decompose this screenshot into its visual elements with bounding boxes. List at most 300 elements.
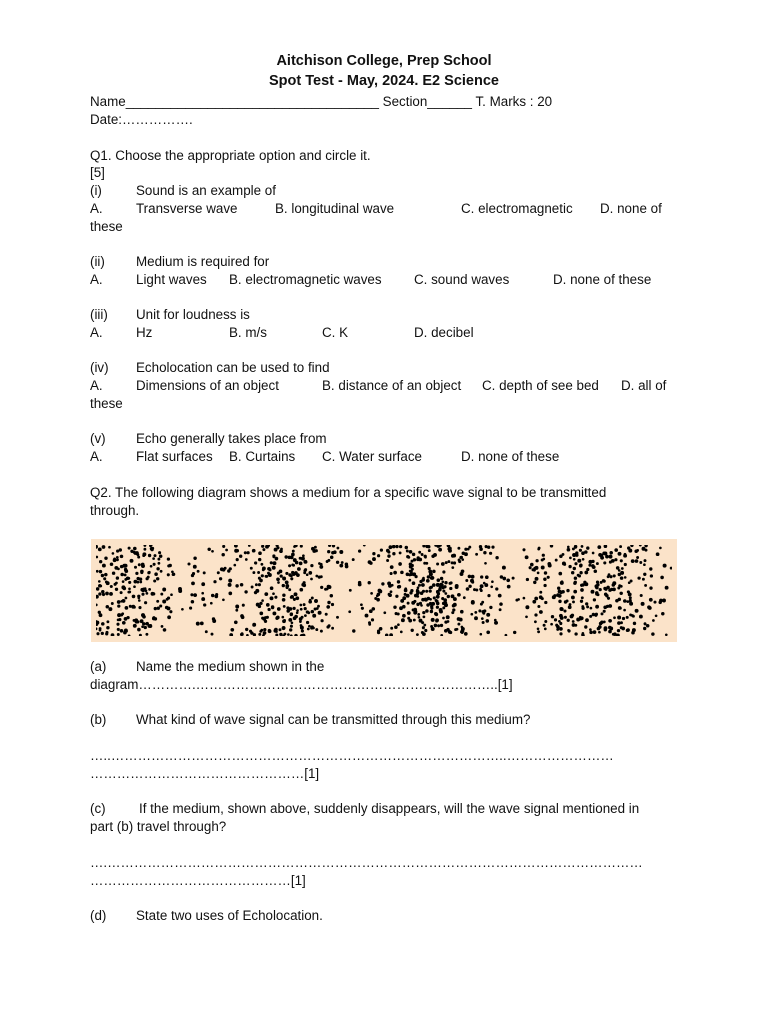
particle-dot (255, 589, 259, 593)
q1-iii-opt-a: Hz (136, 325, 153, 340)
particle-dot (310, 578, 313, 581)
particle-dot (248, 545, 251, 547)
particle-dot (291, 571, 294, 574)
particle-dot (138, 563, 141, 566)
particle-dot (465, 579, 468, 582)
particle-dot (647, 605, 651, 609)
particle-dot (254, 561, 257, 564)
particle-dot (559, 632, 562, 635)
q1-v-opt-a: Flat surfaces (136, 449, 213, 464)
particle-dot (217, 571, 220, 574)
particle-dot (401, 618, 405, 622)
particle-dot (303, 603, 306, 606)
particle-dot (639, 615, 643, 619)
particle-dot (474, 611, 477, 614)
particle-dot (525, 555, 529, 559)
particle-dot (628, 549, 632, 553)
particle-dot (603, 621, 606, 624)
particle-dot (145, 622, 149, 626)
particle-dot (445, 561, 448, 564)
particle-dot (626, 616, 629, 619)
particle-dot (489, 606, 492, 609)
particle-dot (421, 631, 424, 634)
particle-dot (412, 553, 415, 556)
particle-dot (358, 550, 361, 553)
particle-dot (424, 556, 427, 559)
particle-dot (490, 585, 493, 588)
particle-dot (138, 599, 141, 602)
particle-dot (585, 602, 588, 605)
q1-iii-num: (iii) (90, 307, 108, 322)
particle-dot (295, 596, 299, 600)
particle-dot (593, 598, 596, 601)
particle-dot (452, 554, 456, 558)
q2-d-num: (d) (90, 908, 107, 923)
particle-dot (321, 619, 324, 622)
particle-dot (537, 572, 540, 575)
particle-dot (99, 585, 102, 588)
q1-ii-opt-a-letter: A. (90, 272, 103, 287)
particle-dot (308, 625, 311, 628)
particle-dot (96, 587, 99, 591)
q1-i-opt-a-letter: A. (90, 201, 103, 216)
particle-dot (464, 552, 468, 556)
particle-dot (257, 571, 260, 574)
particle-dot (128, 587, 131, 590)
particle-dot (393, 571, 397, 575)
particle-dot (609, 555, 613, 559)
particle-dot (345, 565, 349, 569)
particle-dot (624, 563, 627, 566)
particle-dot (431, 627, 435, 631)
particle-dot (590, 607, 593, 610)
particle-dot (289, 628, 292, 631)
particle-dot (594, 569, 598, 573)
particle-dot (413, 608, 417, 612)
particle-dot (633, 622, 636, 625)
particle-dot (559, 555, 563, 559)
particle-dot (506, 578, 510, 582)
particle-dot (371, 618, 374, 621)
particle-dot (211, 594, 214, 597)
particle-dot (425, 609, 429, 613)
particle-dot (310, 564, 313, 567)
particle-dot (240, 583, 244, 587)
particle-dot (449, 587, 452, 590)
particle-dot (132, 595, 136, 599)
particle-dot (411, 629, 414, 632)
particle-dot (101, 574, 104, 577)
particle-dot (574, 546, 577, 549)
particle-dot (461, 626, 464, 629)
particle-dot (325, 613, 328, 616)
particle-dot (288, 588, 291, 591)
particle-dot (284, 555, 287, 558)
particle-dot (468, 585, 471, 588)
particle-dot (159, 554, 162, 557)
particle-dot (203, 603, 206, 606)
particle-dot (304, 614, 307, 617)
particle-dot (430, 610, 433, 613)
particle-dot (276, 616, 280, 620)
q1-iv-stem: Echolocation can be used to find (136, 360, 330, 375)
particle-dot (402, 596, 406, 600)
particle-dot (447, 560, 450, 563)
particle-dot (281, 616, 284, 619)
particle-dot (306, 610, 309, 613)
particle-dot (480, 584, 484, 588)
particle-dot (581, 596, 584, 599)
particle-dot (191, 600, 195, 604)
particle-dot (670, 567, 672, 570)
particle-dot (423, 624, 426, 627)
particle-dot (145, 633, 148, 636)
particle-dot (480, 603, 483, 606)
particle-dot (450, 581, 453, 584)
particle-dot (294, 634, 298, 636)
particle-dot (665, 586, 669, 590)
particle-dot (267, 567, 271, 571)
particle-dot (592, 552, 595, 555)
particle-dot (99, 627, 102, 630)
particle-dot (421, 583, 425, 587)
particle-dot (299, 557, 302, 560)
particle-dot (486, 630, 490, 634)
particle-dot (623, 609, 626, 612)
particle-dot (300, 608, 303, 611)
particle-dot (543, 624, 546, 627)
particle-dot (154, 554, 157, 557)
particle-dot (98, 611, 101, 614)
particle-dot (299, 604, 302, 607)
particle-dot (405, 546, 408, 549)
particle-dot (580, 616, 584, 620)
particle-dot (282, 584, 285, 587)
particle-dot (441, 580, 444, 583)
particle-dot (433, 553, 437, 557)
particle-dot (424, 629, 427, 632)
particle-dot (537, 630, 540, 633)
particle-dot (153, 579, 156, 582)
particle-dot (584, 582, 588, 586)
particle-dot (225, 549, 228, 552)
particle-dot (580, 564, 583, 567)
particle-dot (612, 581, 616, 585)
particle-dot (426, 579, 430, 583)
particle-dot (288, 618, 292, 622)
particle-dot (352, 629, 355, 632)
particle-dot (429, 572, 433, 576)
particle-dot (534, 620, 537, 623)
particle-dot (96, 570, 99, 573)
particle-dot (475, 589, 478, 592)
particle-dot (120, 555, 124, 559)
particle-dot (613, 574, 616, 577)
particle-dot (141, 564, 145, 568)
particle-dot (137, 628, 141, 632)
particle-dot (181, 608, 184, 611)
particle-dot (241, 615, 245, 619)
particle-dot (558, 600, 561, 603)
particle-dot (567, 546, 570, 549)
particle-dot (296, 609, 299, 612)
particle-dot (108, 546, 111, 549)
particle-dot (522, 548, 525, 551)
particle-dot (416, 633, 419, 636)
particle-dot (502, 577, 506, 581)
particle-dot (495, 587, 498, 590)
particle-dot (290, 577, 293, 580)
particle-dot (264, 616, 267, 619)
particle-dot (604, 545, 608, 548)
particle-dot (649, 567, 652, 570)
particle-dot (282, 593, 285, 596)
q1-i-stem: Sound is an example of (136, 183, 276, 198)
particle-dot (385, 634, 389, 636)
particle-dot (388, 593, 391, 596)
particle-dot (639, 545, 642, 546)
particle-dot (120, 629, 124, 633)
particle-dot (101, 590, 104, 593)
particle-dot (595, 613, 598, 616)
particle-dot (580, 600, 583, 603)
particle-dot (258, 551, 262, 555)
particle-dot (377, 629, 380, 632)
particle-dot (122, 599, 126, 603)
particle-dot (146, 592, 149, 595)
particle-dot (124, 578, 127, 581)
particle-dot (138, 606, 141, 609)
particle-dot (397, 580, 400, 583)
particle-dot (203, 571, 206, 574)
q1-ii-opt-d: D. none of these (553, 272, 652, 287)
particle-dot (98, 580, 101, 583)
particle-dot (526, 578, 529, 581)
particle-dot (279, 633, 282, 636)
particle-dot (558, 572, 562, 576)
particle-dot (451, 566, 454, 569)
particle-dot (348, 610, 351, 613)
particle-dot (409, 570, 412, 573)
particle-dot (399, 551, 402, 554)
particle-dot (571, 614, 574, 617)
particle-dot (463, 596, 466, 599)
particle-dot (318, 611, 322, 615)
particle-dot (112, 571, 115, 574)
particle-dot (150, 565, 153, 568)
particle-dot (586, 605, 589, 608)
q1-iv-opt-a: Dimensions of an object (136, 378, 279, 393)
particle-dot (331, 603, 334, 606)
particle-dot (437, 578, 441, 582)
particle-dot (128, 635, 131, 636)
particle-dot (328, 545, 331, 547)
particle-dot (412, 581, 416, 585)
particle-dot (290, 612, 293, 615)
particle-dot (474, 616, 478, 620)
particle-dot (127, 591, 130, 594)
particle-dot (541, 566, 545, 570)
particle-dot (114, 583, 117, 586)
particle-dot (309, 599, 312, 602)
particle-dot (624, 576, 627, 579)
particle-dot (444, 601, 447, 604)
particle-dot (437, 624, 440, 627)
particle-dot (567, 619, 570, 622)
particle-dot (626, 600, 629, 603)
particle-dot (499, 602, 503, 606)
particle-dot (436, 562, 439, 565)
particle-dot (101, 622, 105, 626)
particle-dot (543, 584, 546, 587)
particle-dot (444, 592, 447, 595)
particle-dot (318, 575, 321, 578)
particle-dot (306, 621, 309, 624)
particle-dot (429, 589, 432, 592)
particle-dot (573, 581, 576, 584)
particle-dot (404, 587, 407, 590)
particle-dot (145, 589, 148, 592)
particle-dot (279, 628, 282, 631)
particle-dot (622, 617, 625, 620)
particle-dot (512, 577, 515, 580)
particle-dot (112, 552, 115, 555)
particle-dot (582, 558, 585, 561)
particle-dot (144, 626, 147, 629)
particle-dot (591, 564, 594, 567)
particle-dot (311, 610, 315, 614)
particle-dot (547, 576, 550, 579)
particle-dot (421, 578, 425, 582)
particle-dot (608, 619, 612, 623)
particle-dot (433, 596, 436, 599)
particle-dot (122, 564, 126, 568)
particle-dot (263, 628, 266, 631)
particle-dot (293, 545, 296, 548)
particle-dot (117, 613, 121, 617)
particle-dot (111, 633, 115, 636)
particle-dot (478, 609, 481, 612)
particle-dot (292, 607, 295, 610)
particle-dot (110, 563, 114, 567)
particle-dot (555, 624, 558, 627)
particle-dot (349, 589, 352, 592)
particle-dot (442, 586, 445, 589)
particle-dot (636, 556, 639, 559)
particle-dot (560, 581, 564, 585)
particle-dot (541, 558, 544, 561)
particle-dot (111, 602, 114, 605)
q1-iv-opt-d-wrap: these (90, 396, 123, 411)
particle-dot (274, 596, 277, 599)
particle-dot (283, 605, 286, 608)
particle-dot (525, 615, 528, 618)
particle-dot (617, 629, 620, 632)
particle-dot (264, 592, 268, 596)
particle-dot (156, 600, 159, 603)
particle-dot (275, 633, 278, 636)
particle-dot (471, 600, 475, 604)
particle-dot (598, 625, 602, 629)
particle-dot (464, 632, 468, 636)
particle-dot (98, 548, 102, 552)
particle-dot (390, 572, 393, 575)
particle-dot (134, 552, 137, 555)
particle-dot (601, 612, 604, 615)
particle-dot (620, 576, 624, 580)
particle-dot (236, 605, 239, 608)
particle-dot (110, 585, 113, 588)
particle-dot (608, 630, 612, 634)
particle-dot (398, 562, 402, 566)
particle-dot (352, 558, 355, 561)
particle-dot (505, 634, 508, 636)
particle-dot (608, 604, 612, 608)
particle-dot (414, 594, 418, 598)
particle-dot (282, 577, 286, 581)
particle-dot (230, 628, 234, 632)
particle-dot (215, 593, 218, 596)
particle-dot (629, 599, 632, 602)
particle-dot (296, 611, 299, 614)
q1-v-opt-c: C. Water surface (322, 449, 422, 464)
particle-dot (481, 617, 484, 620)
particle-dot (620, 585, 623, 588)
particle-dot (336, 616, 339, 619)
particle-dot (431, 618, 435, 622)
particle-dot (207, 548, 210, 551)
particle-dot (558, 620, 561, 623)
particle-dot (105, 632, 108, 635)
particle-dot (377, 593, 381, 597)
particle-dot (280, 548, 283, 551)
particle-dot (277, 581, 280, 584)
particle-dot (282, 598, 286, 602)
particle-dot (200, 622, 204, 626)
particle-dot (235, 584, 238, 587)
particle-dot (280, 574, 283, 577)
particle-dot (143, 548, 146, 551)
particle-dot (282, 627, 285, 630)
particle-dot (262, 548, 265, 551)
particle-dot (106, 626, 109, 629)
particle-dot (619, 607, 622, 610)
particle-dot (303, 584, 307, 588)
particle-dot (525, 605, 529, 609)
particle-dot (142, 615, 146, 619)
particle-dot (275, 557, 279, 561)
particle-dot (568, 565, 571, 568)
particle-dot (643, 573, 646, 576)
particle-dot (211, 550, 214, 553)
q1-iv-opt-a-letter: A. (90, 378, 103, 393)
particle-dot (193, 565, 197, 569)
particle-dot (116, 558, 119, 561)
particle-dot (436, 595, 440, 599)
particle-dot (258, 558, 261, 561)
particle-dot (99, 570, 102, 573)
particle-dot (210, 602, 213, 605)
particle-dot (586, 568, 589, 571)
particle-dot (597, 545, 601, 549)
q1-iv-opt-b: B. distance of an object (322, 378, 462, 393)
particle-dot (287, 633, 290, 636)
particle-dot (560, 616, 564, 620)
particle-dot (121, 585, 125, 589)
particle-dot (293, 558, 297, 562)
particle-dot (404, 593, 407, 596)
particle-dot (121, 612, 124, 615)
